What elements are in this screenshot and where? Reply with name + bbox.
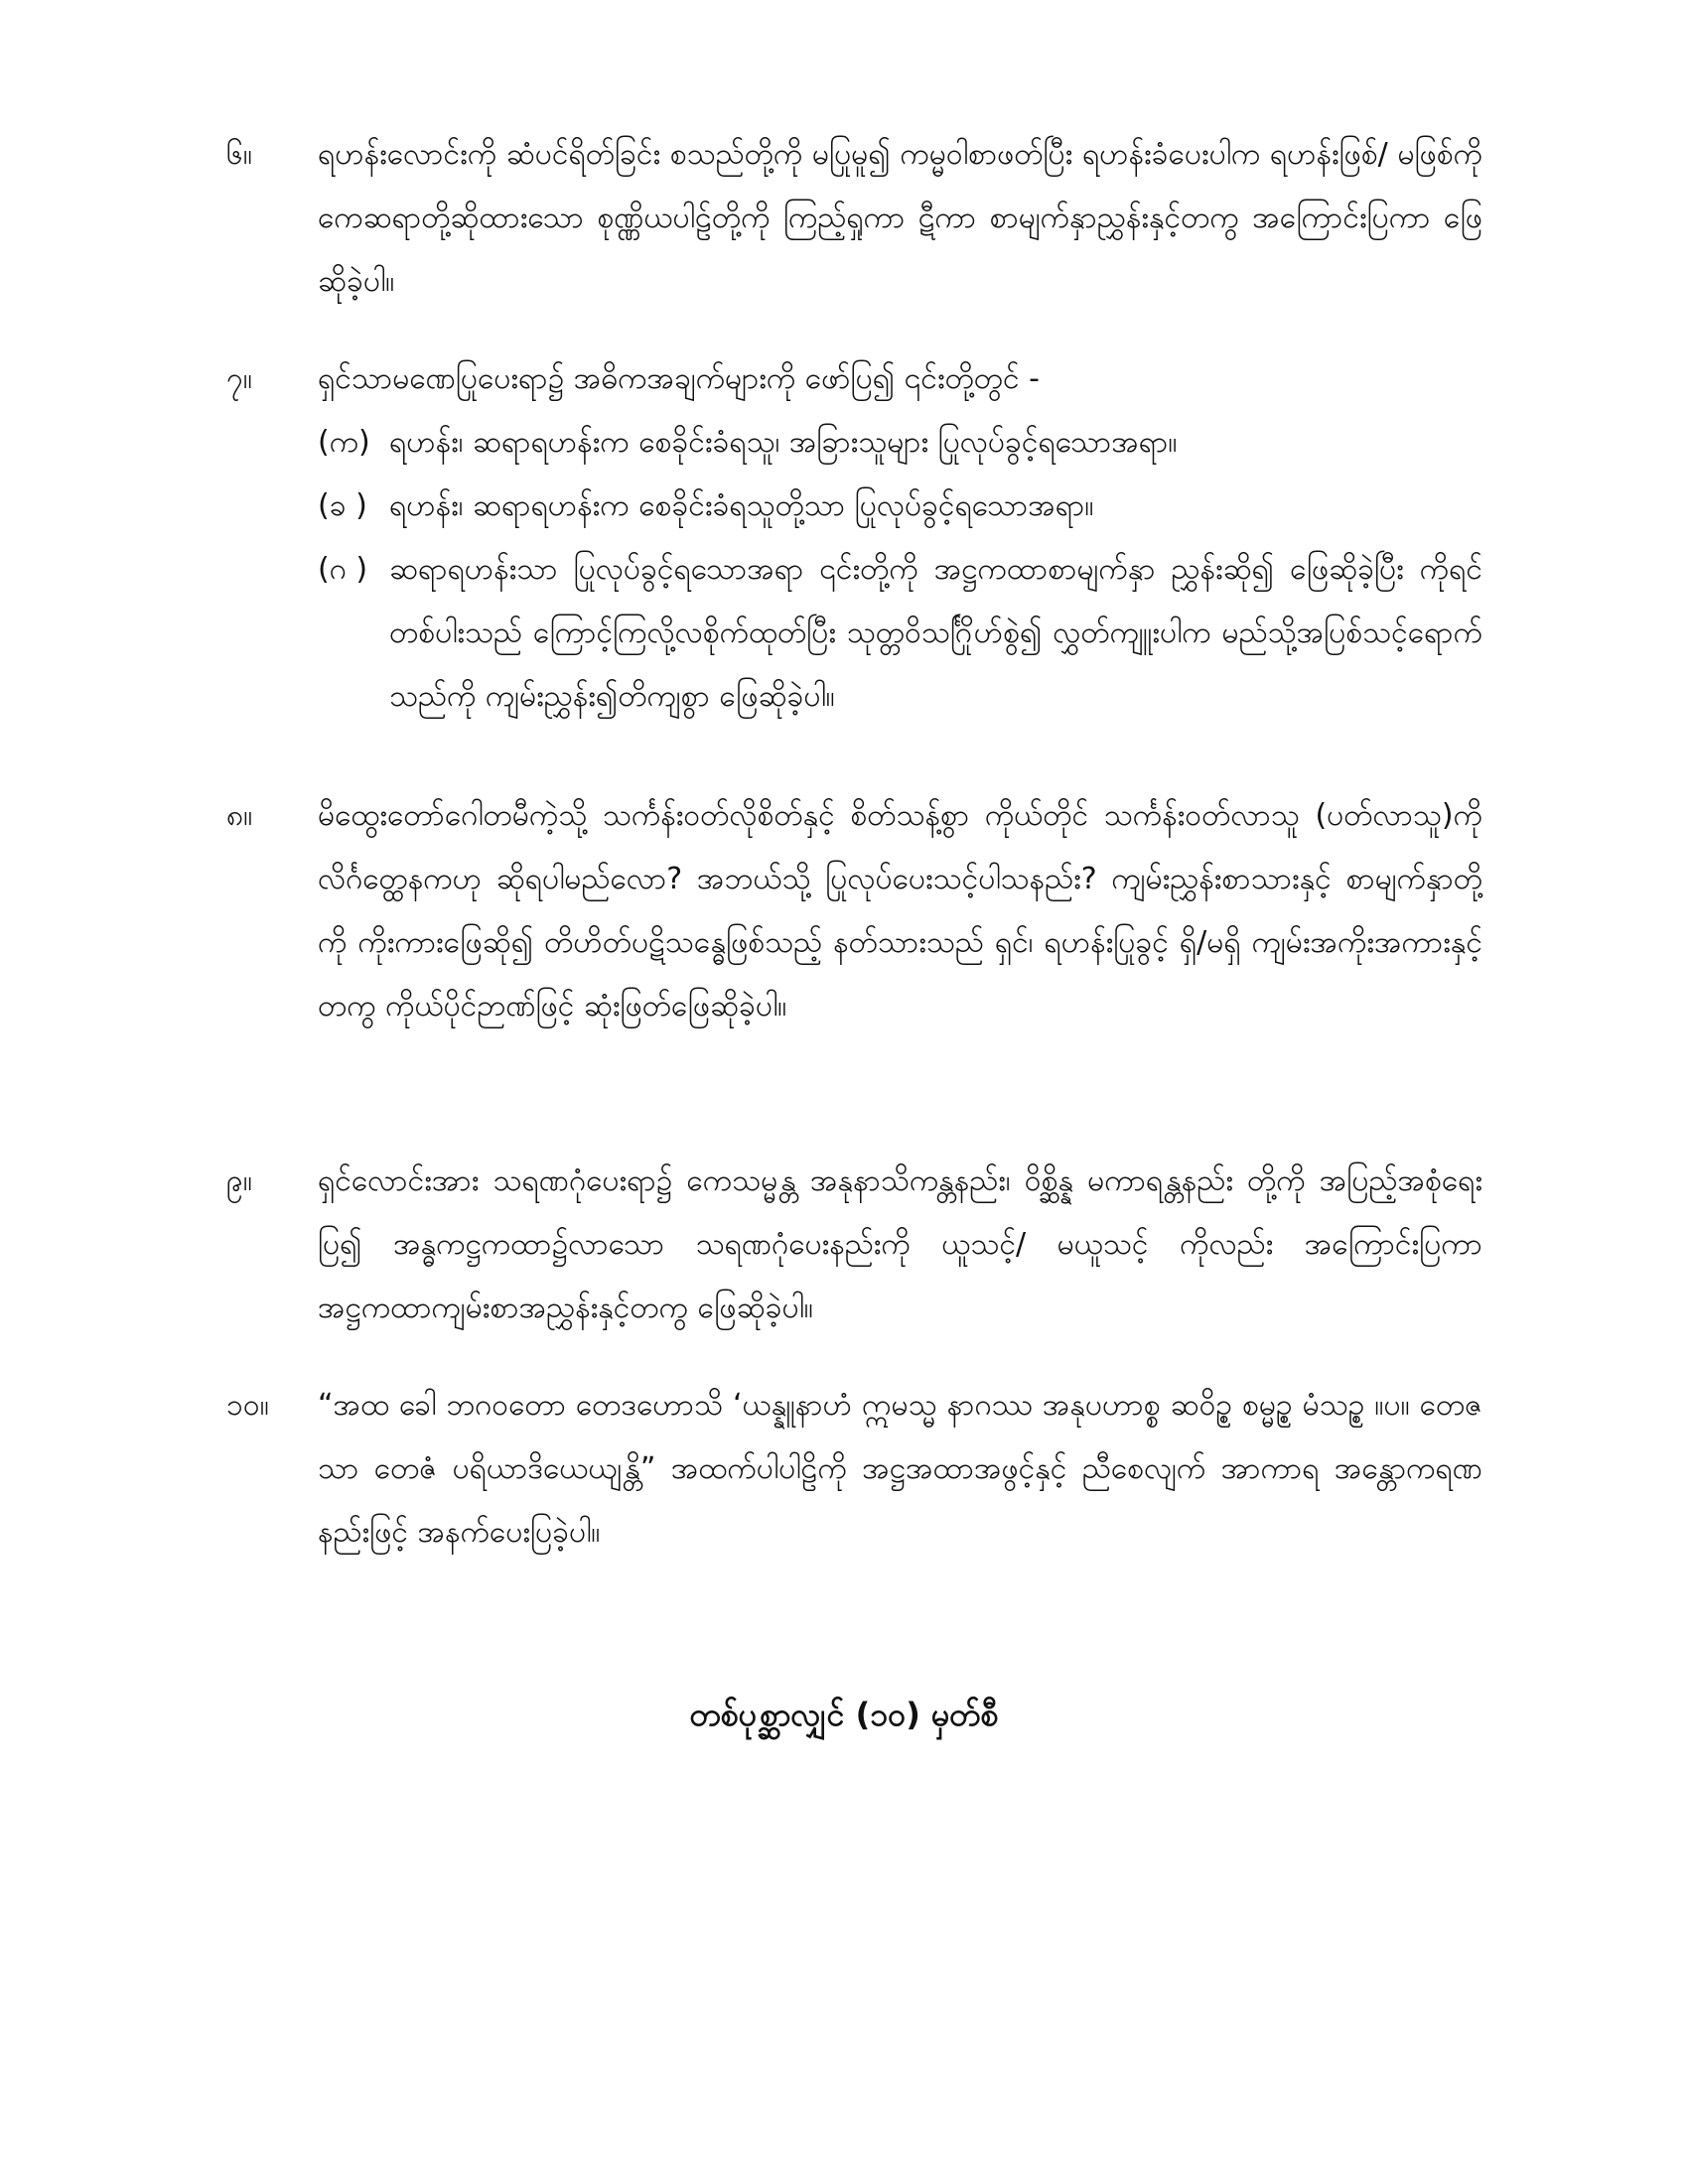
question-text: မိထွေးတော်ဂေါတမီကဲ့သို့ သင်္ကန်းဝတ်လိုစိတ်နှင့် စိတ်သန့်စွာ ကိုယ်တိုင် သင်္ကန်းဝတ်လာသူ (ပတ်လာသူ)ကို လိင်္ဂတ္ထေနကဟု ဆိုရပါမည်လော? အဘယ်သို့ ပြုလုပ်ပေးသင့်ပါသနည်း? ကျမ်းညွှန်းစာသားနှင့် စာမျက်နှာတို့ကို ကိုးကားဖြေဆို၍ တိဟိတ်ပဋိသန္ဓေဖြစ်သည့် နတ်သားသည် ရှင်၊ ရဟန်းပြုခွင့် ရှိ/မရှိ ကျမ်းအကိုးအကားနှင့်တကွ ကိုယ်ပိုင်ဉာဏ်ဖြင့် ဆုံးဖြတ်ဖြေဆိုခဲ့ပါ။ bbox=[318, 798, 1482, 1024]
sub-question-text: ဆရာရဟန်းသာ ပြုလုပ်ခွင့်ရသောအရာ ၎င်းတို့ကို အဋ္ဌကထာစာမျက်နှာ ညွှန်းဆို၍ ဖြေဆိုခဲ့ပြီး ကိုရင်တစ်ပါးသည် ကြောင့်ကြလို့လစိုက်ထုတ်ပြီး သုတ္တဝိသင်္ဂြိုဟ်စွဲ၍ လွှတ်ကျူးပါက မည်သို့အပြစ်သင့်ရောက်သည်ကို ကျမ်းညွှန်း၍တိကျစွာ ဖြေဆိုခဲ့ပါ။ bbox=[389, 552, 1482, 714]
sub-question-mark: (ခ ) bbox=[318, 488, 367, 523]
sub-question-mark: (က) bbox=[318, 425, 370, 460]
question-number: ၉။ bbox=[226, 1163, 252, 1198]
sub-question-text: ရဟန်း၊ ဆရာရဟန်းက စေခိုင်းခံရသူတို့သာ ပြုလုပ်ခွင့်ရသောအရာ။ bbox=[389, 488, 1094, 523]
question-number: ၁၀။ bbox=[226, 1388, 269, 1423]
question-number: ၆။ bbox=[226, 137, 252, 172]
sub-question-kha bbox=[318, 475, 1482, 538]
question-text: “အထ ခေါ ဘဂဝတော တေဒဟောသိ ‘ယန္နူနာဟံ ဣမသ္မ နာဂဿ အနုပဟာစ္စ ဆဝိဉ္စ စမ္မဉ္စ မံသဉ္စ ။ပ။ တေဇသာ တေဇံ ပရိယာဒိယေယျန္တိ” အထက်ပါပါဠိကို အဋ္ဌအထာအဖွင့်နှင့် ညီစေလျက် အာကာရ အန္တောကရဏနည်းဖြင့် အနက်ပေးပြခဲ့ပါ။ bbox=[318, 1388, 1482, 1550]
question-text: ရှင်လောင်းအား သရဏဂုံပေးရာ၌ ကေသမ္မန္တ အနုနာသိကန္တနည်း၊ ဝိစ္ဆိန္န မကာရန္တနည်း တို့ကို အပြည့်အစုံရေးပြ၍ အန္ဓကဋ္ဌကထာ၌လာသော သရဏဂုံပေးနည်းကို ယူသင့်/ မယူသင့် ကိုလည်း အကြောင်းပြကာ အဋ္ဌကထာကျမ်းစာအညွှန်းနှင့်တကွ ဖြေဆိုခဲ့ပါ။ bbox=[318, 1163, 1482, 1325]
sub-question-ga bbox=[318, 538, 1482, 729]
question-7 bbox=[226, 347, 1482, 729]
question-9 bbox=[226, 1150, 1482, 1340]
sub-question-text: ရဟန်း၊ ဆရာရဟန်းက စေခိုင်းခံရသူ၊ အခြားသူများ ပြုလုပ်ခွင့်ရသောအရာ။ bbox=[389, 425, 1178, 460]
sub-question-mark: (ဂ ) bbox=[318, 552, 368, 587]
question-text: ရဟန်းလောင်းကို ဆံပင်ရိတ်ခြင်း စသည်တို့ကို မပြုမူ၍ ကမ္မဝါစာဖတ်ပြီး ရဟန်းခံပေးပါက ရဟန်းဖြစ်/ မဖြစ်ကို ကေဆရာတို့ဆိုထားသော စုဏ္ဏိယပါဠ်တို့ကို ကြည့်ရှုကာ ဋီကာ စာမျက်နှာညွှန်းနှင့်တကွ အကြောင်းပြကာ ဖြေဆိုခဲ့ပါ။ bbox=[318, 137, 1482, 299]
question-text: ရှင်သာမဏေပြုပေးရာ၌ အဓိကအချက်များကို ဖော်ပြ၍ ၎င်းတို့တွင် - bbox=[318, 361, 1040, 396]
sub-question-list bbox=[318, 411, 1482, 729]
marks-note: တစ်ပုစ္ဆာလျှင် (၁၀) မှတ်စီ bbox=[689, 1696, 999, 1733]
question-6 bbox=[226, 123, 1482, 314]
question-8 bbox=[226, 784, 1482, 1038]
question-10 bbox=[226, 1374, 1482, 1565]
sub-question-ka bbox=[318, 411, 1482, 475]
question-number: ၈။ bbox=[226, 798, 253, 833]
question-number: ၇။ bbox=[226, 361, 252, 396]
